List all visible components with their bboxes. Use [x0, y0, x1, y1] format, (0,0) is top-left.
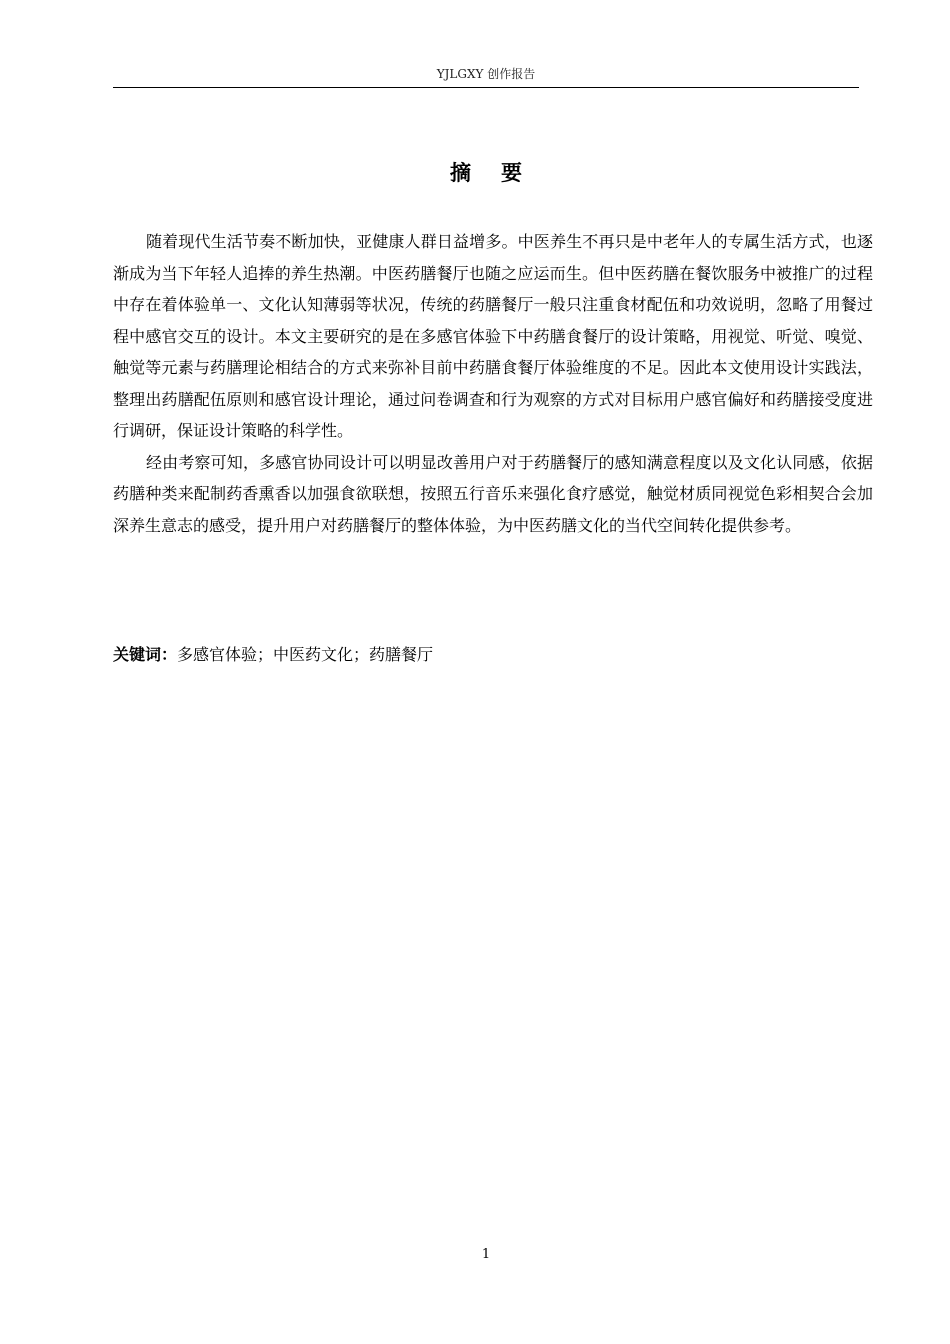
keywords-value: 多感官体验；中医药文化；药膳餐厅 — [177, 645, 434, 664]
header-divider — [113, 87, 859, 88]
abstract-body — [113, 226, 873, 541]
abstract-paragraph-2: 经由考察可知，多感官协同设计可以明显改善用户对于药膳餐厅的感知满意程度以及文化认同感，依据药膳种类来配制药香熏香以加强食欲联想，按照五行音乐来强化食疗感觉，触觉材质同视觉色彩相契合会加深养生意志的感受，提升用户对药膳餐厅的整体体验，为中医药膳文化的当代空间转化提供参考。 — [113, 452, 873, 535]
page-number: 1 — [481, 1247, 491, 1262]
page-header: YJLGXY 创作报告 — [436, 67, 536, 81]
abstract-paragraph-1: 随着现代生活节奏不断加快，亚健康人群日益增多。中医养生不再只是中老年人的专属生活方式，也逐渐成为当下年轻人追捧的养生热潮。中医药膳餐厅也随之应运而生。但中医药膳在餐饮服务中被推广的过程中存在着体验单一、文化认知薄弱等状况，传统的药膳餐厅一般只注重食材配伍和功效说明，忽略了用餐过程中感官交互的设计。本文主要研究的是在多感官体验下中药膳食餐厅的设计策略，用视觉、听觉、嗅觉、触觉等元素与药膳理论相结合的方式来弥补目前中药膳食餐厅体验维度的不足。因此本文使用设计实践法，整理出药膳配伍原则和感官设计理论，通过问卷调查和行为观察的方式对目标用户感官偏好和药膳接受度进行调研，保证设计策略的科学性。 — [113, 232, 873, 440]
keywords-line — [113, 640, 859, 670]
abstract-title: 摘要 — [450, 161, 552, 185]
keywords-label: 关键词： — [113, 645, 178, 664]
